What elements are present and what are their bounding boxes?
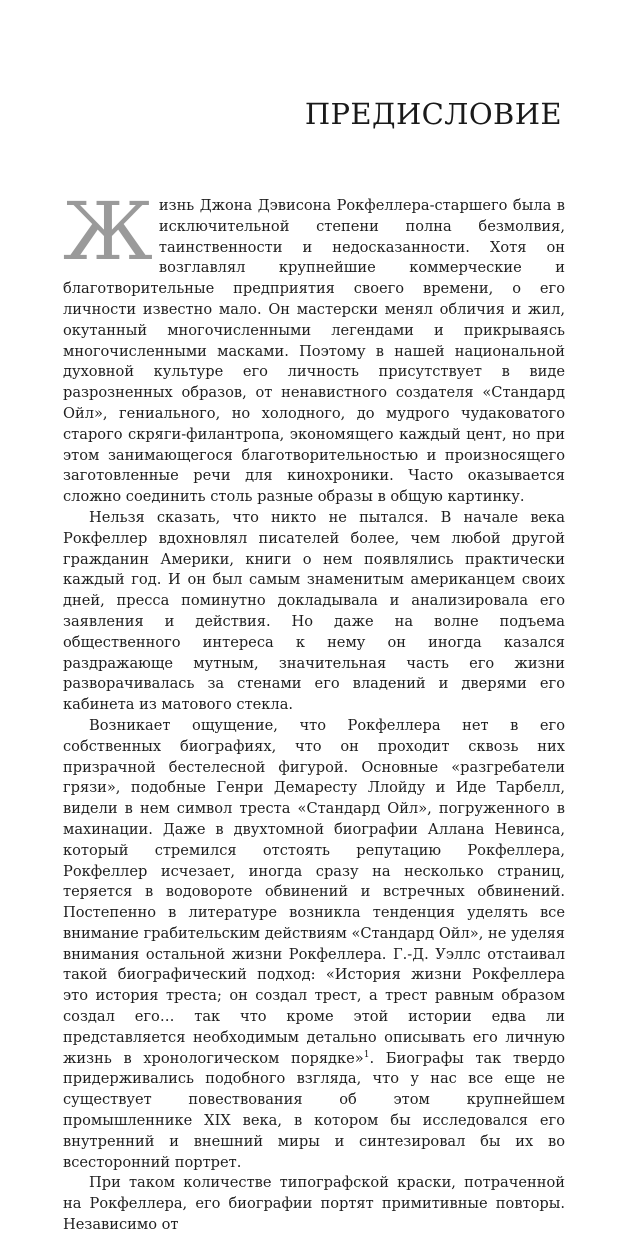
paragraph-1-text: изнь Джона Дэвисона Рокфеллера-старшего была в исключительной степени полна безмолвия, таинственности и недосказанности. Хотя он возглавлял крупнейшие коммерческие и благотворительные предприятия своего времени, о его личности известно мало. Он мастерски менял обличия и жил, окутанный многочисленными легендами и прикрываясь многочисленными масками. Поэтому в нашей национальной духовной культуре его личность присутствует в виде разрозненных образов, от ненавистного создателя «Стандард Ойл», гениального, но холодного, до мудрого чудаковатого старого скряги-филантропа, экономящего каждый цент, но при этом занимающегося благотворительностью и произносящего заготовленные речи для кинохроники. Часто оказывается сложно соединить столь разные образы в общую картинку. (63, 197, 565, 506)
paragraph-4: При таком количестве типографской краски, потраченной на Рокфеллера, его биографии портят примитивные повторы. Независимо от (63, 1174, 565, 1234)
paragraph-3 (63, 716, 565, 1174)
drop-cap: Ж (63, 185, 153, 278)
paragraph-2: Нельзя сказать, что никто не пытался. В начале века Рокфеллер вдохновлял писателей более, чем любой другой гражданин Америки, книги о нем появлялись практически каждый год. И он был самым знаменитым американцем своих дней, пресса поминутно докладывала и анализировала его заявления и действия. Но даже на волне подъема общественного интереса к нему он иногда казался раздражающе мутным, значительная часть его жизни разворачивалась за стенами его владений и дверями его кабинета из матового стекла. (63, 508, 565, 714)
paragraph-3-tail: . Биографы так твердо придерживались подобного взгляда, что у нас все еще не существует повествования об этом крупнейшем промышленнике XIX века, в котором бы исследовался его внутренний и внешний миры и синтезировал бы их во всесторонний портрет. (63, 1049, 565, 1171)
chapter-body (63, 185, 565, 1236)
footnote-ref[interactable]: 1 (363, 1049, 370, 1060)
paragraph-3-text: Возникает ощущение, что Рокфеллера нет в его собственных биографиях, что он проходит сквозь них призрачной бестелесной фигурой. Основные «разгребатели грязи», подобные Генри Демаресту Ллойду и Иде Тарбелл, видели в нем символ треста «Стандард Ойл», погруженного в махинации. Даже в двухтомной биографии Аллана Невинса, который стремился отстоять репутацию Рокфеллера, Рокфеллер исчезает, иногда сразу на несколько страниц, теряется в водовороте обвинений и встречных обвинений. Постепенно в литературе возникла тенденция уделять все внимание грабительским действиям «Стандард Ойл», не уделяя внимания остальной жизни Рокфеллера. Г.-Д. Уэллс отстаивал такой биографический подход: «История жизни Рокфеллера это история треста; он создал трест, а трест равным образом создал его… так что кроме этой истории едва ли представляется необходимым детально описывать его личную жизнь в хронологическом порядке» (63, 716, 565, 1067)
chapter-title: ПРЕДИСЛОВИЕ (304, 97, 562, 131)
paragraph-1 (63, 185, 565, 508)
